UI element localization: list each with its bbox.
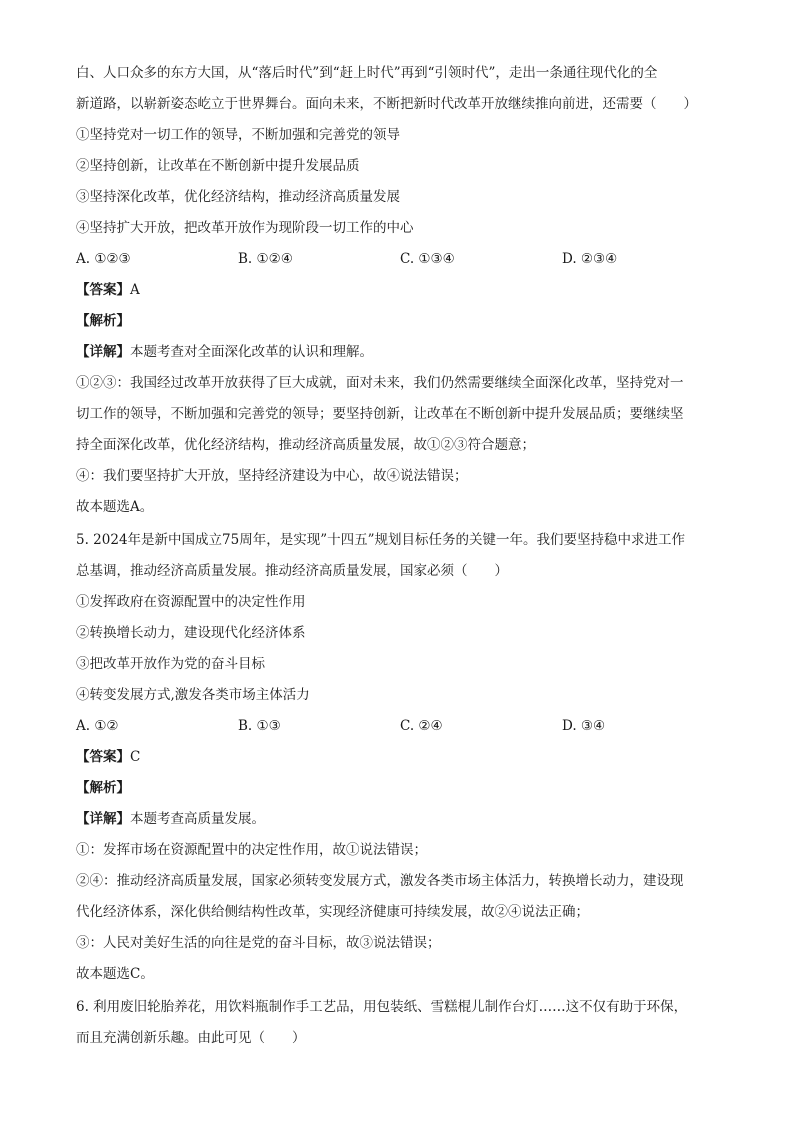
q4-answer-value: A — [130, 282, 140, 298]
q4-item-4: ④坚持扩大开放，把改革开放作为现阶段一切工作的中心 — [76, 220, 414, 236]
q4-explanation-line-3: 持全面深化改革，优化经济结构，推动经济高质量发展，故①②③符合题意； — [76, 437, 535, 453]
q4-analysis-tag: 【解析】 — [76, 313, 130, 329]
q4-answer-line — [76, 280, 720, 300]
q5-stem-line-2: 总基调，推动经济高质量发展。推动经济高质量发展，国家必须（ ） — [76, 563, 508, 579]
q5-item-4: ④转变发展方式,激发各类市场主体活力 — [76, 687, 310, 703]
q5-item-3: ③把改革开放作为党的奋斗目标 — [76, 656, 265, 672]
q4-stem-line-2: 新道路，以崭新姿态屹立于世界舞台。面向未来，不断把新时代改革开放继续推向前进，还需要（ ） — [76, 96, 697, 112]
q4-option-b: B. ①②④ — [238, 251, 293, 267]
q5-explanation-line-4: ③：人民对美好生活的向往是党的奋斗目标，故③说法错误； — [76, 935, 441, 951]
q5-analysis-tag: 【解析】 — [76, 780, 130, 796]
q6-stem-line-2: 而且充满创新乐趣。由此可见（ ） — [76, 1030, 306, 1046]
q5-option-d: D. ③④ — [562, 718, 606, 734]
q5-detail-line — [76, 809, 720, 829]
q5-conclusion: 故本题选C。 — [76, 966, 154, 982]
q5-answer-line — [76, 747, 720, 767]
q5-explanation-line-1: ①：发挥市场在资源配置中的决定性作用，故①说法错误； — [76, 842, 427, 858]
q4-item-1: ①坚持党对一切工作的领导，不断加强和完善党的领导 — [76, 127, 400, 143]
q5-item-2: ②转换增长动力，建设现代化经济体系 — [76, 625, 306, 641]
q5-answer-tag: 【答案】 — [76, 749, 130, 765]
q4-explanation-line-2: 切工作的领导，不断加强和完善党的领导；要坚持创新，让改革在不断创新中提升发展品质；要继续坚 — [76, 406, 684, 422]
q5-option-c: C. ②④ — [400, 718, 443, 734]
q4-explanation-line-1: ①②③：我国经过改革开放获得了巨大成就，面对未来，我们仍然需要继续全面深化改革，坚持党对一 — [76, 375, 684, 391]
q4-detail-line — [76, 342, 720, 362]
q4-option-a: A. ①②③ — [76, 251, 131, 267]
q6-stem-line-1: 6. 利用废旧轮胎养花，用饮料瓶制作手工艺品，用包装纸、雪糕棍儿制作台灯……这不仅有助于环保， — [76, 999, 688, 1015]
q5-item-1: ①发挥政府在资源配置中的决定性作用 — [76, 594, 306, 610]
q5-option-b: B. ①③ — [238, 718, 281, 734]
q5-option-a: A. ①② — [76, 718, 119, 734]
q5-detail-tag: 【详解】 — [76, 811, 130, 827]
q5-stem-line-1: 5. 2024年是新中国成立75周年，是实现”十四五”规划目标任务的关键一年。我们要坚持稳中求进工作 — [76, 532, 686, 548]
q4-conclusion: 故本题选A。 — [76, 499, 154, 515]
q5-detail-text: 本题考查高质量发展。 — [130, 811, 265, 827]
q4-explanation-line-4: ④：我们要坚持扩大开放，坚持经济建设为中心，故④说法错误； — [76, 468, 468, 484]
q4-stem-line-1: 白、人口众多的东方大国，从“落后时代”到“赶上时代”再到“引领时代”，走出一条通往现代化的全 — [76, 65, 658, 81]
q4-item-2: ②坚持创新，让改革在不断创新中提升发展品质 — [76, 158, 360, 174]
q4-option-c: C. ①③④ — [400, 251, 455, 267]
q5-explanation-line-2: ②④：推动经济高质量发展，国家必须转变发展方式，激发各类市场主体活力，转换增长动力，建设现 — [76, 873, 684, 889]
q4-detail-text: 本题考查对全面深化改革的认识和理解。 — [130, 344, 373, 360]
q5-explanation-line-3: 代化经济体系，深化供给侧结构性改革，实现经济健康可持续发展，故②④说法正确； — [76, 904, 589, 920]
q4-option-d: D. ②③④ — [562, 251, 618, 267]
q4-detail-tag: 【详解】 — [76, 344, 130, 360]
q4-answer-tag: 【答案】 — [76, 282, 130, 298]
q5-answer-value: C — [130, 749, 141, 765]
q4-item-3: ③坚持深化改革，优化经济结构，推动经济高质量发展 — [76, 189, 400, 205]
